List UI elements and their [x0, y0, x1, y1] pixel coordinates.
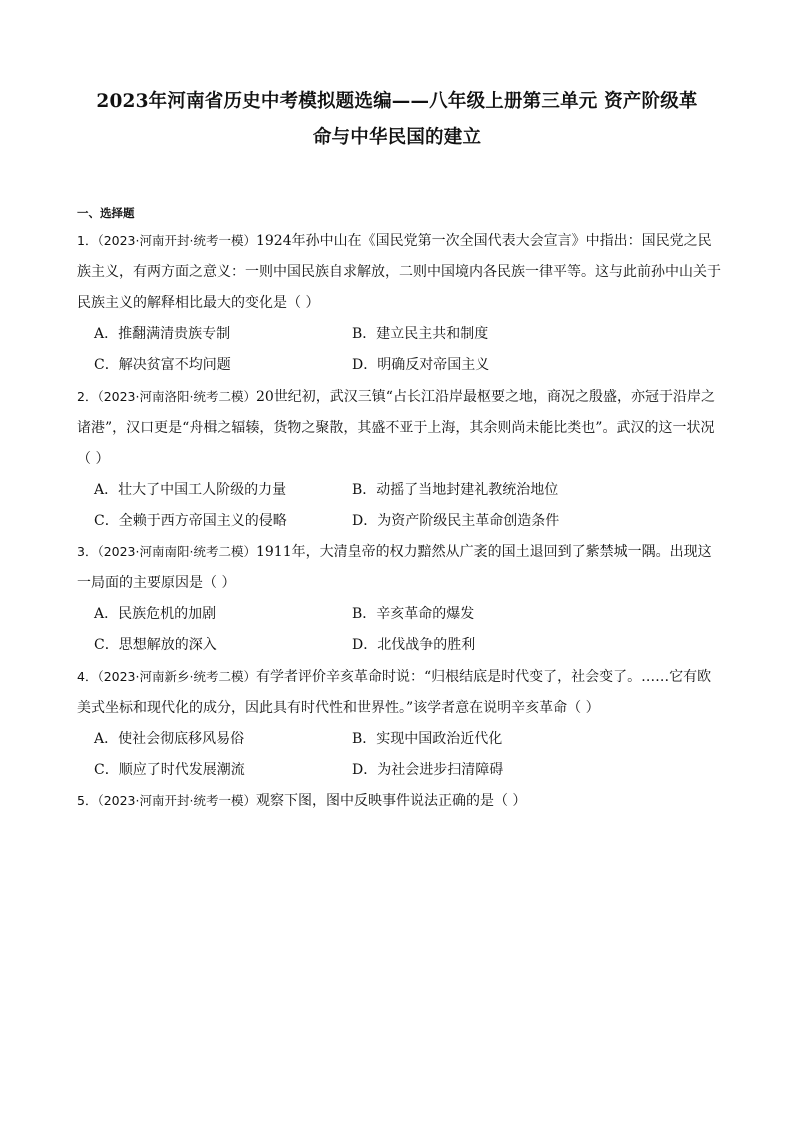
- question-text-line: 5．（2023·河南开封·统考一模）观察下图，图中反映事件说法正确的是（ ）: [77, 793, 527, 809]
- question-text-line: 1．（2023·河南开封·统考一模）1924年孙中山在《国民党第一次全国代表大会宣言》中指出：国民党之民: [77, 233, 712, 249]
- question-text-line: 美式坐标和现代化的成分，因此具有时代性和世界性。”该学者意在说明辛亥革命（ ）: [77, 700, 600, 716]
- document-title-line-1: 2023年河南省历史中考模拟题选编——八年级上册第三单元 资产阶级革: [96, 91, 698, 112]
- option-c[interactable]: C．顺应了时代发展潮流: [94, 762, 245, 778]
- question-source: 3．（2023·河南南阳·统考二模）: [77, 544, 256, 559]
- question-source: 1．（2023·河南开封·统考一模）: [77, 233, 256, 248]
- question-text-line: 2．（2023·河南洛阳·统考二模）20世纪初，武汉三镇“占长江沿岸最枢要之地，商况之殷盛，亦冠于沿岸之: [77, 389, 715, 405]
- question-text-line: 诸港”，汉口更是“舟楫之辐辏，货物之聚散，其盛不亚于上海，其余则尚未能比类也”。武汉的这一状况: [77, 420, 715, 436]
- option-d[interactable]: D．为社会进步扫清障碍: [352, 762, 504, 778]
- question-text-line: （ ）: [77, 451, 110, 467]
- option-a[interactable]: A．使社会彻底移风易俗: [94, 731, 245, 747]
- option-c[interactable]: C．思想解放的深入: [94, 637, 217, 653]
- question-source: 5．（2023·河南开封·统考一模）: [77, 793, 256, 808]
- option-a[interactable]: A．推翻满清贵族专制: [94, 326, 231, 342]
- question-source: 2．（2023·河南洛阳·统考二模）: [77, 389, 256, 404]
- option-d[interactable]: D．为资产阶级民主革命创造条件: [352, 513, 560, 529]
- option-a[interactable]: A．民族危机的加剧: [94, 606, 217, 622]
- option-d[interactable]: D．明确反对帝国主义: [352, 357, 490, 373]
- section-heading: 一、选择题: [77, 206, 135, 220]
- option-c[interactable]: C．全赖于西方帝国主义的侵略: [94, 513, 287, 529]
- option-b[interactable]: B．辛亥革命的爆发: [352, 606, 475, 622]
- question-text-line: 3．（2023·河南南阳·统考二模）1911年，大清皇帝的权力黯然从广袤的国土退回到了紫禁城一隅。出现这: [77, 544, 712, 560]
- option-c[interactable]: C．解决贫富不均问题: [94, 357, 231, 373]
- option-b[interactable]: B．建立民主共和制度: [352, 326, 489, 342]
- question-text-line: 族主义，有两方面之意义：一则中国民族自求解放，二则中国境内各民族一律平等。这与此前孙中山关于: [77, 264, 721, 280]
- option-d[interactable]: D．北伐战争的胜利: [352, 637, 476, 653]
- question-text-line: 4．（2023·河南新乡·统考二模）有学者评价辛亥革命时说：“归根结底是时代变了，社会变了。……它有欧: [77, 669, 712, 685]
- question-text-line: 民族主义的解释相比最大的变化是（ ）: [77, 295, 320, 311]
- option-b[interactable]: B．实现中国政治近代化: [352, 731, 503, 747]
- document-title-line-2: 命与中华民国的建立: [312, 127, 482, 148]
- question-text-line: 一局面的主要原因是（ ）: [77, 575, 236, 591]
- option-b[interactable]: B．动摇了当地封建礼教统治地位: [352, 482, 559, 498]
- option-a[interactable]: A．壮大了中国工人阶级的力量: [94, 482, 287, 498]
- question-source: 4．（2023·河南新乡·统考二模）: [77, 669, 256, 684]
